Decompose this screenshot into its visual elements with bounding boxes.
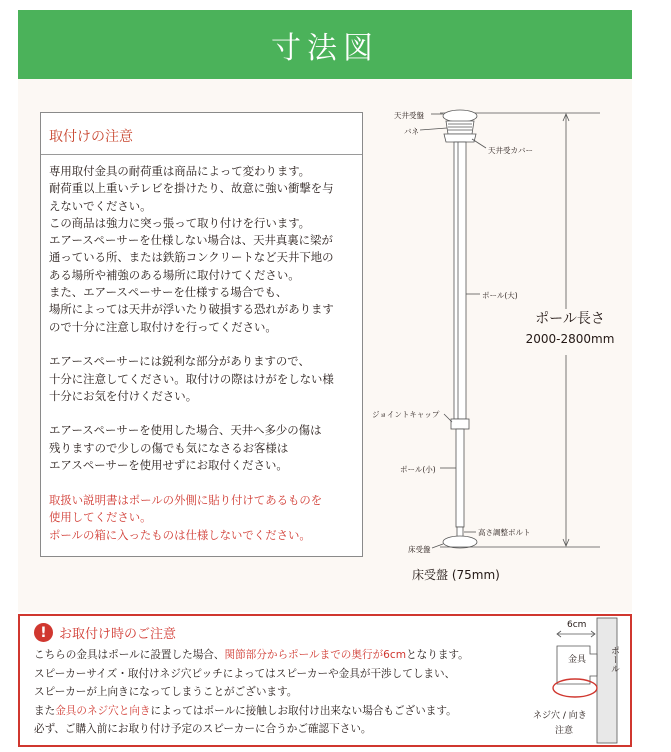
pole-large-shape [454,142,466,419]
label-ceiling-plate: 天井受盤 [394,111,424,120]
label-ceiling-cover: 天井受カバー [488,146,533,155]
label-spring: バネ [404,127,419,136]
caution-line-4-post: によってはポールに接触しお取付け出来ない場合もございます。 [150,704,457,717]
pole-length-label [512,309,628,355]
floor-plate-shape [443,536,477,548]
caution-line-4-highlight: 金具のネジ穴と向き [55,704,151,717]
caution-title-row [34,623,176,642]
caution-line-1-highlight: 関節部分からポールまでの奥行が6cm [224,649,407,661]
pole-small-shape [456,429,464,527]
caution-line-5: 必ず、ご購入前にお取り付け予定のスピーカーに合うかご確認下さい。 [34,723,372,735]
warning-icon: ! [34,623,53,642]
bracket-side-diagram [535,616,630,745]
side-hole-label: ネジ穴 / 向き [533,711,587,721]
label-pole-large: ポール(大) [482,291,518,300]
label-joint-cap: ジョイントキャップ [372,410,440,419]
side-bracket-label: 金具 [568,655,587,665]
label-pole-small: ポール(小) [400,465,436,474]
caution-line-4 [34,702,534,721]
page-title: 寸法図 [271,30,379,66]
ceiling-cover-shape [444,134,476,142]
caution-text [34,646,534,739]
side-attention-label: 注意 [555,726,574,736]
notice-title: 取付けの注意 [49,129,133,145]
height-bolt-shape [457,527,463,537]
caution-line-1-pre: こちらの金具はポールに設置した場合、 [34,649,225,661]
caution-line-1 [34,646,534,665]
caution-title: お取付け時のご注意 [59,627,177,642]
caution-line-4-pre: また [34,704,56,717]
floor-plate-caption: 床受盤 (75mm) [412,568,500,582]
pole-length-title: ポール長さ [535,311,605,327]
joint-cap-shape [451,419,469,429]
caution-line-2: スピーカーサイズ・取付けネジ穴ピッチによってはスピーカーや金具が干渉してしまい、 [34,667,456,680]
label-height-bolt: 高さ調整ボルト [478,528,531,537]
installation-caution-box [18,614,632,747]
side-pole-label: ポール [609,646,619,673]
label-floor-plate: 床受盤 [408,545,431,554]
side-pole-shape [597,618,617,743]
side-width-label: 6cm [567,620,587,630]
notice-body-text: 専用取付金具の耐荷重は商品によって変わります。 耐荷重以上重いテレビを掛けたり、故意に強い衝撃を与 えないでください。 この商品は強力に突っ張って取り付けを行います。 エアースペーサーを仕様しない場合は、天井真裏に梁が 通っている所、または鉄筋コンクリートなど天井下地の ある場所や補強のある場所に取付けてください。 また、エアースペーサーを仕様する場合でも、 場所によっては天井が浮いたり破損する恐れがあります ので十分に注意し取付けを行ってください。 エアースペーサーには鋭利な部分がありますので、 十分に注意してください。取付けの際はけがをしない様 十分にお気を付けください。 エアースペーサーを使用した場合、天井へ多少の傷は 残りますので少しの傷でも気になさるお客様は エアスペーサーを使用せずにお取付ください。 [49,164,334,473]
notice-red-text: 取扱い説明書はポールの外側に貼り付けてあるものを 使用してください。 ポールの箱に入ったものは仕様しないでください。 [49,493,323,542]
caution-line-1-post: となります。 [406,649,469,661]
spring-shape [446,121,474,134]
pole-length-range: 2000-2800mm [525,332,615,346]
ceiling-plate-shape [443,110,477,122]
caution-line-3: スピーカーが上向きになってしまうことがございます。 [34,686,298,698]
